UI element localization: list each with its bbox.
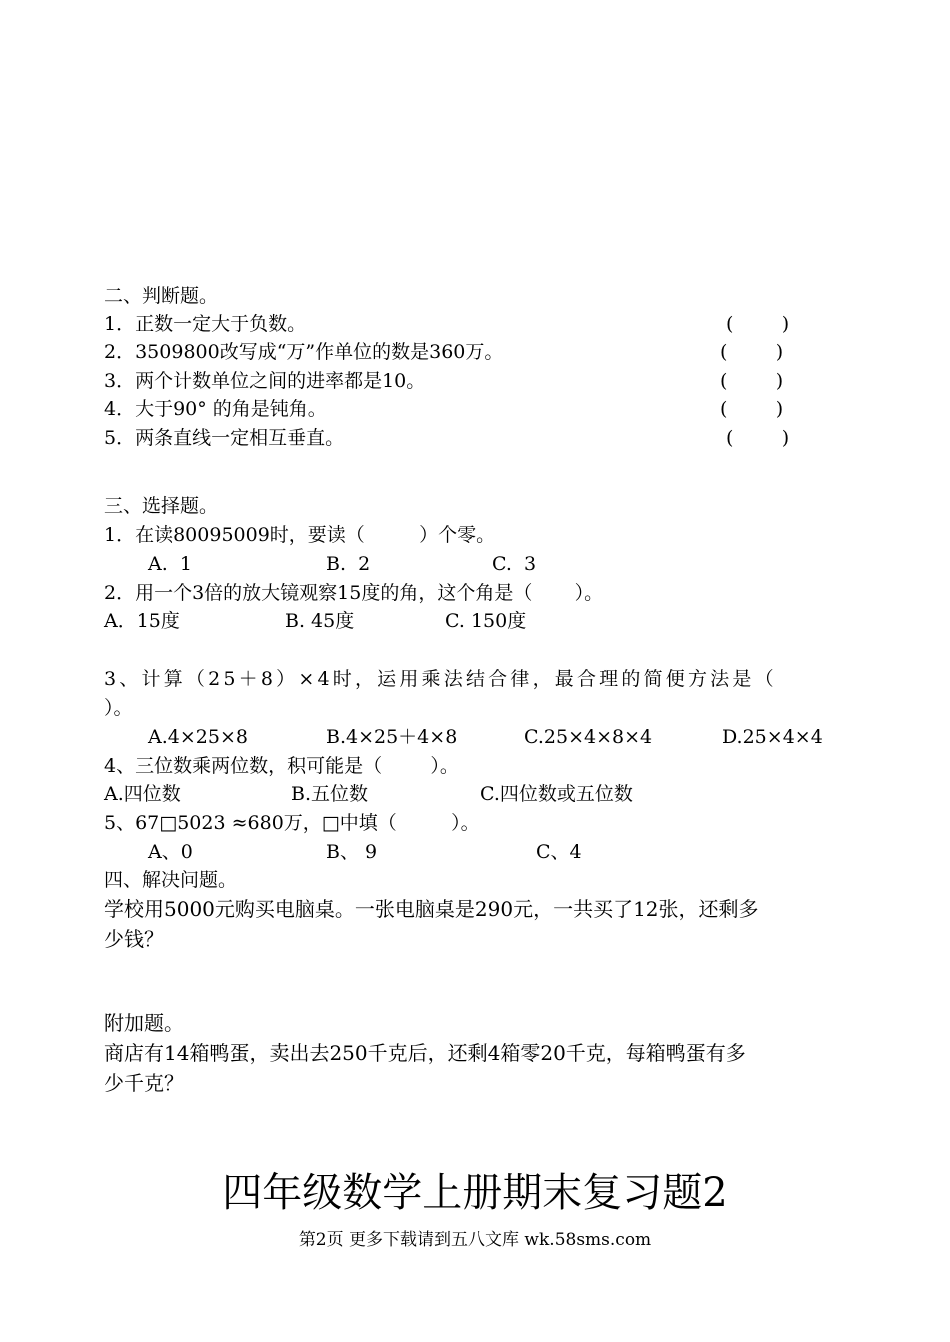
choice-q3-option-d: D.25×4×4 xyxy=(722,726,823,748)
choice-q1-stem: 1．在读80095009时，要读（ ）个零。 xyxy=(104,524,496,546)
bonus-line-2: 少千克？ xyxy=(104,1071,184,1095)
choice-q3-stem-line-2: ）。 xyxy=(104,697,133,719)
choice-q4-option-b: B.五位数 xyxy=(291,783,369,805)
judge-item-2: 2．3509800改写成“万”作单位的数是360万。 xyxy=(104,341,504,363)
choice-q4-stem: 4、三位数乘两位数，积可能是（ ）。 xyxy=(104,755,459,777)
section-3-heading: 三、选择题。 xyxy=(104,495,219,517)
bonus-heading: 附加题。 xyxy=(104,1011,184,1035)
judge-item-1: 1．正数一定大于负数。 xyxy=(104,313,307,335)
page-footer: 第2页 更多下载请到五八文库 wk.58sms.com xyxy=(298,1230,652,1250)
judge-item-3: 3．两个计数单位之间的进率都是10。 xyxy=(104,370,426,392)
choice-q4-option-c: C.四位数或五位数 xyxy=(480,783,633,805)
choice-q2-stem: 2．用一个3倍的放大镜观察15度的角，这个角是（ ）。 xyxy=(104,582,604,604)
choice-q5-option-b: B、 9 xyxy=(326,841,378,863)
problem-line-1: 学校用5000元购买电脑桌。一张电脑桌是290元，一共买了12张，还剩多 xyxy=(104,897,759,921)
choice-q1-option-b: B. 2 xyxy=(326,553,371,575)
choice-q5-option-a: A、0 xyxy=(148,841,193,863)
choice-q2-option-b: B. 45度 xyxy=(285,610,355,632)
choice-q5-option-c: C、4 xyxy=(536,841,582,863)
choice-q1-option-c: C. 3 xyxy=(492,553,537,575)
judge-item-2-answer-blank: ( ) xyxy=(720,341,784,363)
choice-q2-option-c: C. 150度 xyxy=(445,610,527,632)
problem-line-2: 少钱？ xyxy=(104,927,164,951)
choice-q1-option-a: A. 1 xyxy=(148,553,192,575)
choice-q3-option-a: A.4×25×8 xyxy=(148,726,248,748)
choice-q5-stem: 5、67□5023 ≈680万，□中填（ ）。 xyxy=(104,812,480,834)
choice-q2-option-a: A．15度 xyxy=(104,610,180,632)
judge-item-4: 4．大于90° 的角是钝角。 xyxy=(104,398,327,420)
bonus-line-1: 商店有14箱鸭蛋，卖出去250千克后，还剩4箱零20千克，每箱鸭蛋有多 xyxy=(104,1041,746,1065)
choice-q3-option-b: B.4×25＋4×8 xyxy=(326,726,458,748)
choice-q4-option-a: A.四位数 xyxy=(104,783,181,805)
judge-item-5: 5．两条直线一定相互垂直。 xyxy=(104,427,345,449)
judge-item-4-answer-blank: ( ) xyxy=(720,398,784,420)
choice-q3-option-c: C.25×4×8×4 xyxy=(524,726,653,748)
judge-item-5-answer-blank: ( ) xyxy=(726,427,790,449)
section-2-heading: 二、判断题。 xyxy=(104,285,219,307)
page-title: 四年级数学上册期末复习题2 xyxy=(222,1170,728,1216)
choice-q3-stem-line-1: 3、计算（25＋8）×4时，运用乘法结合律，最合理的简便方法是（ xyxy=(104,668,777,690)
judge-item-1-answer-blank: ( ) xyxy=(726,313,790,335)
judge-item-3-answer-blank: ( ) xyxy=(720,370,784,392)
section-4-heading: 四、解决问题。 xyxy=(104,869,238,891)
